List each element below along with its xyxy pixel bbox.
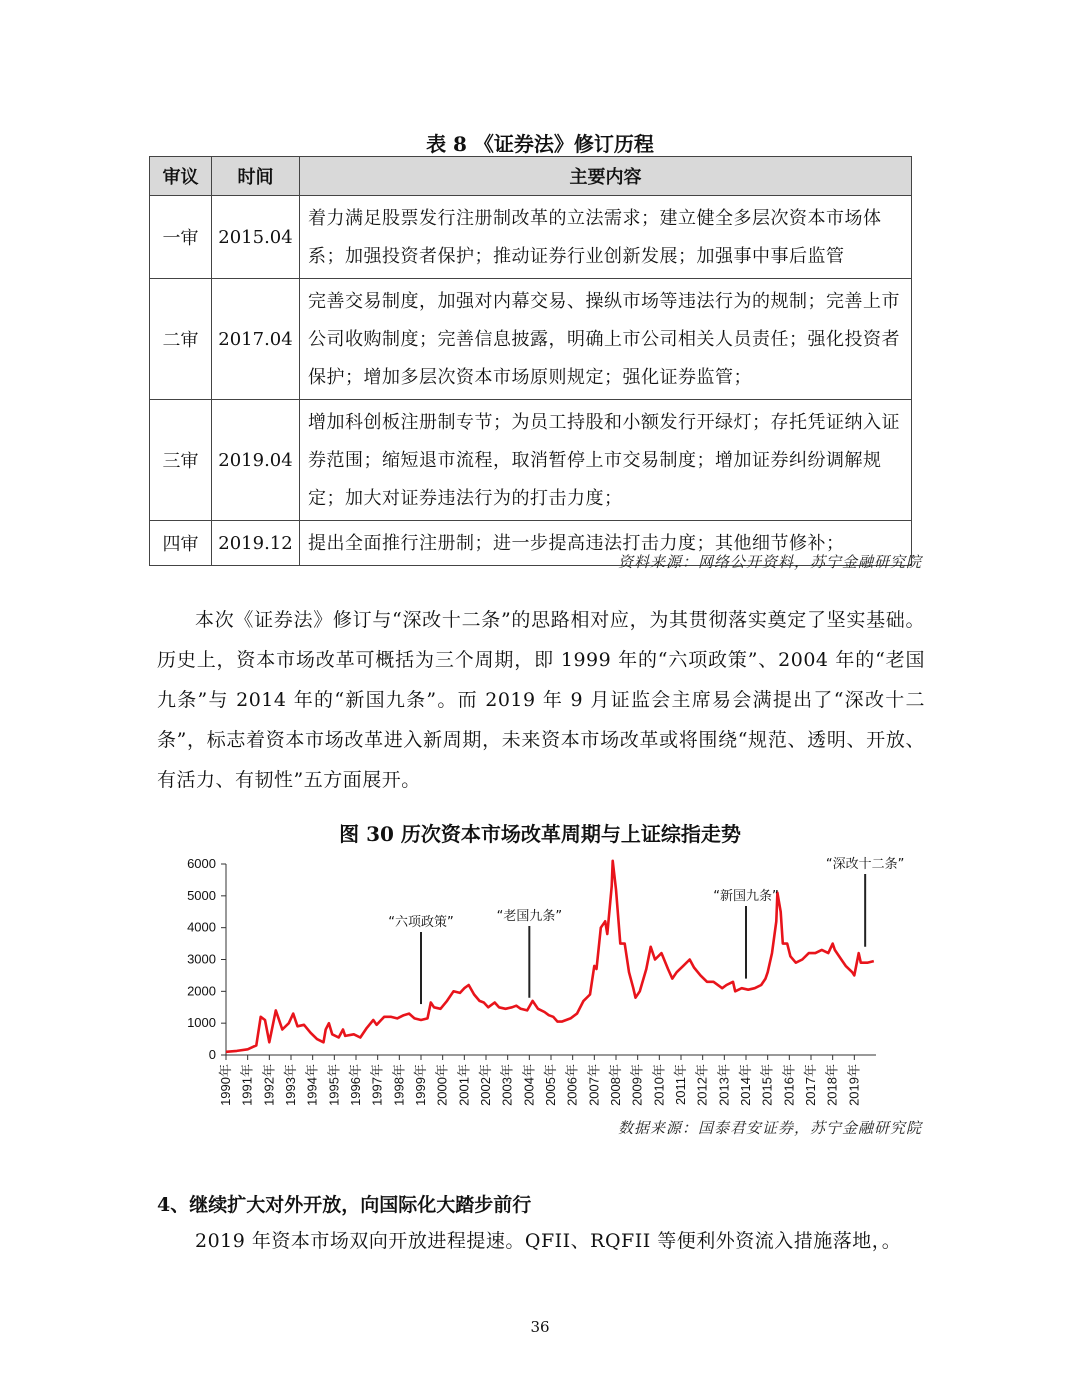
y-tick-label: 4000 [187, 919, 216, 935]
y-tick-label: 3000 [187, 951, 216, 967]
row-content: 着力满足股票发行注册制改革的立法需求；建立健全多层次资本市场体系；加强投资者保护；推动证券行业创新发展；加强事中事后监管 [300, 196, 912, 279]
annotation-label: “深改十二条” [825, 857, 905, 872]
y-tick-label: 1000 [187, 1015, 216, 1031]
x-tick-label: 2002年 [478, 1064, 493, 1106]
x-tick-label: 2003年 [499, 1064, 515, 1106]
x-tick-label: 2007年 [586, 1064, 602, 1106]
x-tick-label: 1994年 [304, 1064, 320, 1106]
x-tick-label: 2005年 [543, 1064, 558, 1106]
section-paragraph: 2019 年资本市场双向开放进程提速。QFII、RQFII 等便利外资流入措施落地，。 [195, 1230, 902, 1252]
row-content: 增加科创板注册制专节；为员工持股和小额发行开绿灯；存托凭证纳入证券范围；缩短退市流程，取消暂停上市交易制度；增加证券纠纷调解规定；加大对证券违法行为的打击力度； [300, 400, 912, 521]
x-tick-label: 2015年 [759, 1064, 775, 1106]
header-stage: 审议 [150, 157, 212, 196]
row-stage: 三审 [150, 400, 212, 521]
header-content: 主要内容 [300, 157, 912, 196]
x-tick-label: 2018年 [824, 1064, 840, 1106]
x-tick-label: 1991年 [239, 1064, 255, 1106]
annotation-label: “新国九条” [713, 889, 779, 904]
index-line-chart [170, 848, 910, 1110]
x-tick-label: 2004年 [521, 1064, 537, 1106]
section-heading: 4、继续扩大对外开放，向国际化大踏步前行 [157, 1194, 532, 1216]
row-content: 提出全面推行注册制；进一步提高违法打击力度；其他细节修补； [300, 521, 912, 566]
revision-table [149, 156, 912, 566]
x-tick-label: 2006年 [564, 1064, 580, 1106]
y-tick-label: 2000 [187, 983, 216, 999]
x-tick-label: 2012年 [694, 1064, 710, 1106]
row-date: 2017.04 [212, 279, 300, 400]
annotation-label: “老国九条” [496, 909, 563, 924]
figure-caption: 图 30 历次资本市场改革周期与上证综指走势 [339, 822, 741, 846]
body-paragraph: 本次《证券法》修订与“深改十二条”的思路相对应，为其贯彻落实奠定了坚实基础。历史上，资本市场改革可概括为三个周期，即 1999 年的“六项政策”、2004 年的“老国九条”与 2014 年的“新国九条”。而 2019 年 9 月证监会主席易会满提出了“深改十二条”，标志着资本市场改革进入新周期，未来资本市场改革或将围绕“规范、透明、开放、有活力、有韧性”五方面展开。 [157, 609, 925, 791]
x-tick-label: 1999年 [413, 1064, 428, 1106]
x-tick-label: 1992年 [261, 1064, 277, 1106]
row-content: 完善交易制度，加强对内幕交易、操纵市场等违法行为的规制；完善上市公司收购制度；完善信息披露，明确上市公司相关人员责任；强化投资者保护；增加多层次资本市场原则规定；强化证券监管； [300, 279, 912, 400]
table-row [150, 196, 912, 279]
table-row [150, 279, 912, 400]
annotation-label: “六项政策” [388, 915, 454, 930]
row-stage: 二审 [150, 279, 212, 400]
row-date: 2019.04 [212, 400, 300, 521]
table-source: 资料来源：网络公开资料，苏宁金融研究院 [617, 553, 922, 571]
annotation-group [388, 856, 904, 1004]
x-tick-label: 2010年 [651, 1064, 667, 1106]
x-tick-label: 2013年 [716, 1064, 732, 1106]
x-tick-label: 1997年 [369, 1064, 385, 1106]
x-tick-label: 1993年 [283, 1064, 298, 1106]
y-tick-label: 6000 [187, 856, 216, 871]
x-axis [218, 1055, 876, 1106]
x-tick-label: 1996年 [348, 1064, 363, 1106]
x-tick-label: 1998年 [391, 1064, 407, 1106]
page-number: 36 [530, 1318, 550, 1336]
table-caption: 表 8 《证券法》修订历程 [426, 132, 654, 156]
table-row [150, 400, 912, 521]
x-tick-label: 2019年 [846, 1064, 862, 1106]
x-tick-label: 2008年 [608, 1064, 623, 1106]
x-tick-label: 2011年 [673, 1064, 688, 1105]
row-date: 2019.12 [212, 521, 300, 566]
y-axis [187, 856, 226, 1062]
x-tick-label: 2017年 [803, 1064, 818, 1106]
figure-source: 数据来源：国泰君安证券，苏宁金融研究院 [617, 1119, 922, 1137]
x-tick-label: 2016年 [781, 1064, 797, 1106]
table-header-row [150, 157, 912, 196]
x-tick-label: 1995年 [326, 1064, 342, 1106]
row-date: 2015.04 [212, 196, 300, 279]
x-tick-label: 1990年 [218, 1064, 233, 1106]
header-date: 时间 [212, 157, 300, 196]
x-tick-label: 2001年 [456, 1064, 472, 1106]
y-tick-label: 0 [208, 1047, 216, 1062]
x-tick-label: 2000年 [434, 1064, 450, 1106]
y-tick-label: 5000 [187, 887, 216, 903]
x-tick-label: 2014年 [738, 1064, 753, 1106]
row-stage: 四审 [150, 521, 212, 566]
x-tick-label: 2009年 [629, 1064, 645, 1106]
row-stage: 一审 [150, 196, 212, 279]
